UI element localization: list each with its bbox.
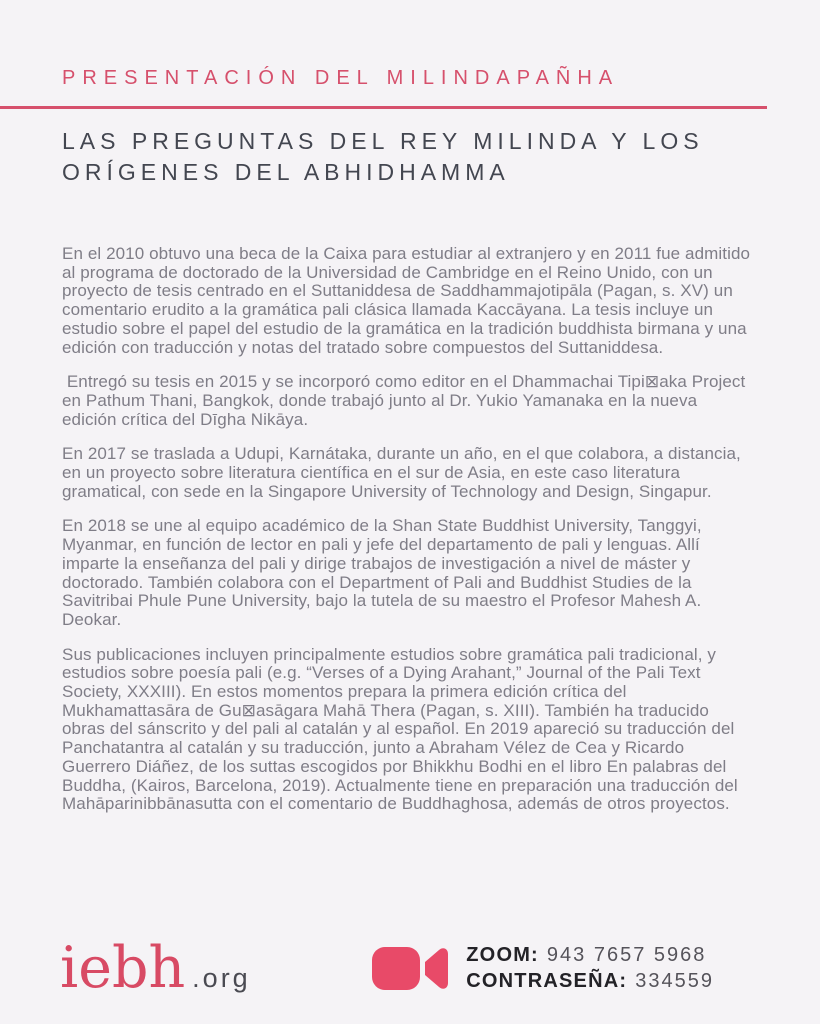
- iebh-logo: [60, 934, 251, 1001]
- video-camera-lens: [425, 948, 448, 988]
- zoom-label: ZOOM:: [466, 944, 539, 966]
- video-camera-body: [372, 947, 420, 990]
- zoom-meeting-id: 943 7657 5968: [546, 944, 707, 966]
- zoom-id-row: [466, 942, 714, 968]
- video-camera-icon: [372, 940, 448, 996]
- divider-line: [0, 106, 767, 109]
- title-line-2: ORÍGENES DEL ABHIDHAMMA: [62, 159, 510, 185]
- body-paragraph: Sus publicaciones incluyen principalmente estudios sobre gramática pali tradicional, y estudios sobre poesía pali (e.g. “Verses of a Dying Arahant,” Journal of the Pali Text Society, XXXIII). En estos momentos prepara la primera edición crítica del Mukhamattasāra de Gu⊠asāgara Mahā Thera (Pagan, s. XIII). También ha traducido obras del sánscrito y del pali al catalán y al español. En 2019 apareció su traducción del Panchatantra al catalán y su traducción, junto a Abraham Vélez de Cea y Ricardo Guerrero Diáñez, de los suttas escogidos por Bhikkhu Bodhi en el libro En palabras del Buddha, (Kairos, Barcelona, 2019). Actualmente tiene en preparación una traducción del Mahāparinibbānasutta con el comentario de Buddhaghosa, además de otros proyectos.: [62, 644, 738, 814]
- kicker-title: PRESENTACIÓN DEL MILINDAPAÑHA: [62, 67, 620, 89]
- body-paragraph: En 2017 se traslada a Udupi, Karnátaka, durante un año, en el que colabora, a distancia, en un proyecto sobre literatura científica en el sur de Asia, en este caso literatura gramatical, con sede en la Singapore University of Technology and Design, Singapur.: [62, 444, 741, 501]
- biography-text: [62, 245, 754, 814]
- meeting-credentials: [466, 942, 714, 994]
- page-title: [62, 126, 820, 188]
- logo-text: iebh: [60, 934, 186, 1001]
- title-line-1: LAS PREGUNTAS DEL REY MILINDA Y LOS: [62, 128, 704, 154]
- body-paragraph: En el 2010 obtuvo una beca de la Caixa para estudiar al extranjero y en 2011 fue admitido al programa de doctorado de la Universidad de Cambridge en el Reino Unido, con un proyecto de tesis centrado en el Suttaniddesa de Saddhammajotipāla (Pagan, s. XV) un comentario erudito a la gramática pali clásica llamada Kaccāyana. La tesis incluye un estudio sobre el papel del estudio de la gramática en la tradición buddhista birmana y una edición con traducción y notas del tratado sobre compuestos del Suttaniddesa.: [62, 244, 751, 357]
- body-paragraph: Entregó su tesis en 2015 y se incorporó como editor en el Dhammachai Tipi⊠aka Project en Pathum Thani, Bangkok, donde trabajó junto al Dr. Yukio Yamanaka en la nueva edición crítica del Dīgha Nikāya.: [62, 372, 746, 429]
- password-row: [466, 968, 714, 994]
- meeting-info: [372, 940, 714, 996]
- logo-domain-suffix: .org: [192, 962, 251, 993]
- password-value: 334559: [635, 970, 714, 992]
- password-label: CONTRASEÑA:: [466, 970, 628, 992]
- footer: [60, 928, 714, 1008]
- body-paragraph: En 2018 se une al equipo académico de la Shan State Buddhist University, Tanggyi, Myanmar, en función de lector en pali y jefe del departamento de pali y lenguas. Allí imparte la enseñanza del pali y dirige trabajos de investigación a nivel de máster y doctorado. También colabora con el Department of Pali and Buddhist Studies de la Savitribai Phule Pune University, bajo la tutela de su maestro el Profesor Mahesh A. Deokar.: [62, 516, 702, 629]
